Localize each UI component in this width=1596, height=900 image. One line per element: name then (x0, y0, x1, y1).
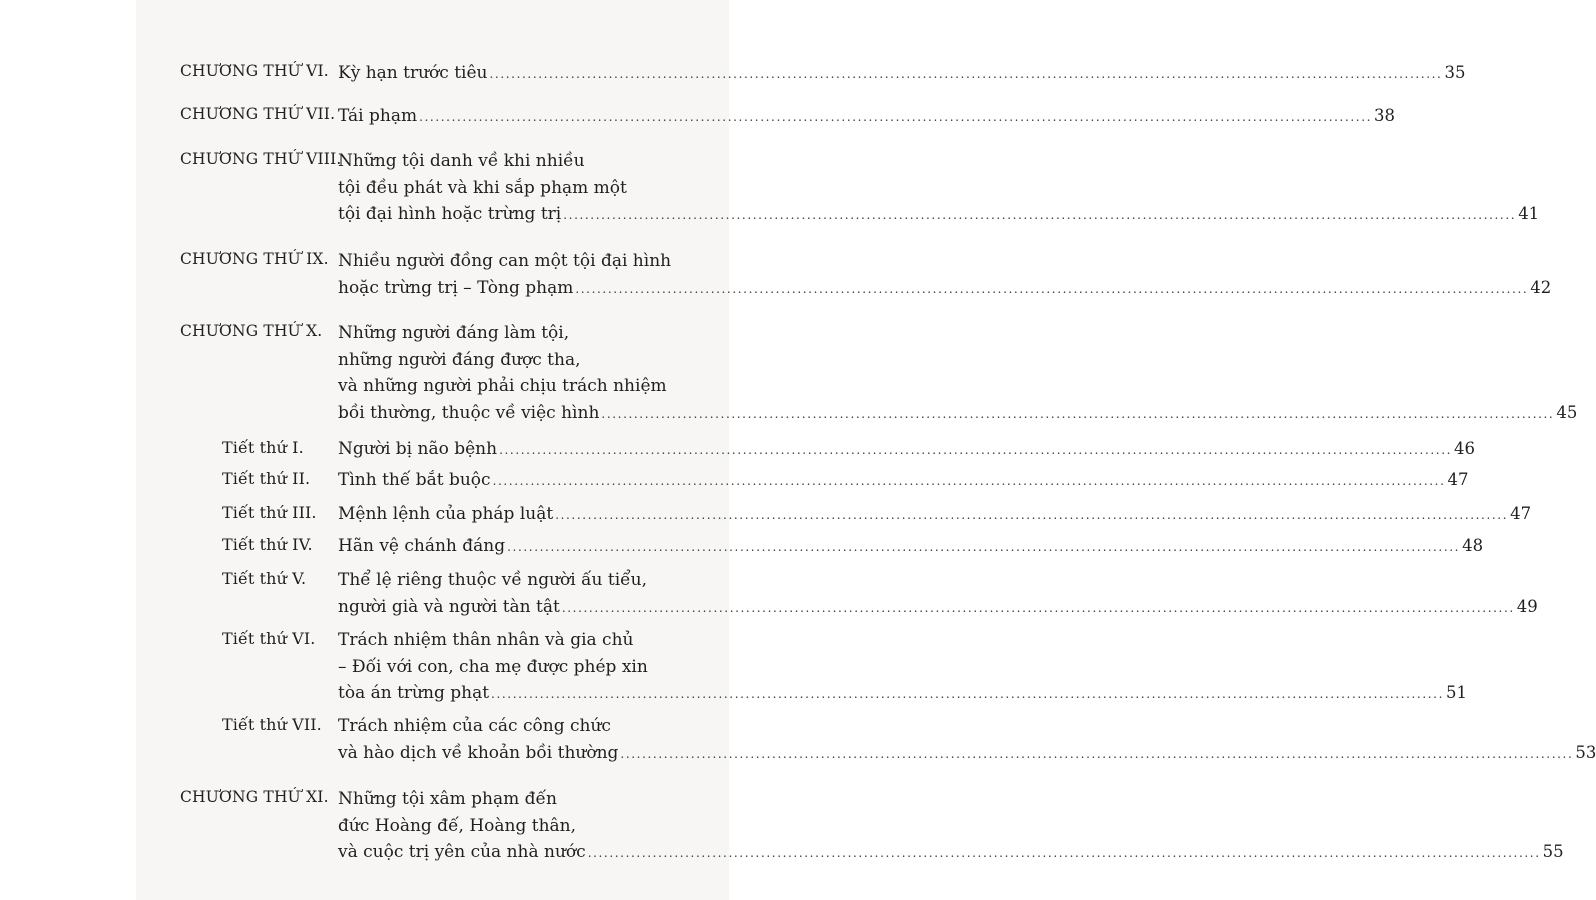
leader-dots: ................................................................................................................................................................................ (561, 600, 1515, 615)
toc-entry-line: hoặc trừng trị – Tòng phạm (338, 277, 574, 298)
toc-entry-title (338, 786, 1564, 866)
leader-dots: ................................................................................................................................................................................ (419, 110, 1373, 124)
toc-entry-title (338, 567, 1538, 620)
page-number: 51 (1446, 683, 1467, 702)
toc-entry-line: và những người phải chịu trách nhiệm (338, 376, 667, 396)
toc-entry-line: người già và người tàn tật (338, 596, 560, 617)
toc-entry-line: Những tội xâm phạm đến (338, 789, 557, 809)
toc-entry-label: Tiết thứ II. (222, 469, 311, 488)
toc-entry-line: Những tội danh về khi nhiều (338, 151, 585, 171)
toc-entry-line: Trách nhiệm thân nhân và gia chủ (338, 630, 634, 650)
toc-entry-line: Nhiều người đồng can một tội đại hình (338, 251, 672, 271)
toc-entry-title (338, 467, 1469, 494)
toc-entry-label: Tiết thứ I. (222, 438, 304, 457)
toc-entry-line: Tình thế bắt buộc (338, 470, 491, 490)
page-number: 53 (1575, 742, 1596, 762)
toc-entry-line: – Đối với con, cha mẹ được phép xin (338, 656, 648, 677)
toc-entry-line: Người bị não bệnh (338, 439, 498, 459)
toc-entry-line: và cuộc trị yên của nhà nước (338, 842, 586, 862)
leader-dots: ................................................................................................................................................................................ (601, 406, 1555, 421)
toc-entry-line: những người đáng được tha, (338, 349, 581, 370)
leader-dots: ................................................................................................................................................................................ (575, 281, 1529, 296)
page-number: 38 (1374, 106, 1396, 125)
toc-entry-label: Tiết thứ VII. (222, 715, 322, 734)
toc-entry-line: bồi thường, thuộc về việc hình (338, 402, 600, 423)
toc-entry-line: Kỳ hạn trước tiêu (338, 63, 488, 83)
toc-entry-label: Tiết thứ III. (222, 503, 317, 522)
toc-entry-line: tội đều phát và khi sắp phạm một (338, 177, 627, 198)
toc-entry-title (338, 501, 1532, 528)
toc-entry-title (338, 533, 1484, 560)
page-number: 42 (1530, 277, 1552, 297)
leader-dots: ................................................................................................................................................................................ (492, 474, 1446, 488)
leader-dots: ................................................................................................................................................................................ (507, 540, 1461, 554)
toc-entry-label: Tiết thứ IV. (222, 535, 313, 554)
toc-entry-title (338, 627, 1467, 707)
toc-entry-label: CHƯƠNG THỨ XI. (180, 788, 329, 806)
leader-dots: ................................................................................................................................................................................ (489, 67, 1443, 81)
toc-entry-label: Tiết thứ V. (222, 569, 307, 588)
page-number: 41 (1518, 204, 1540, 223)
toc-entry-title (338, 713, 1596, 766)
toc-entry-title (338, 60, 1466, 87)
page-number: 47 (1447, 470, 1469, 489)
page-number: 49 (1516, 596, 1538, 616)
page-number: 46 (1454, 439, 1476, 458)
leader-dots: ................................................................................................................................................................................ (491, 687, 1444, 701)
toc-entry-title (338, 320, 1578, 426)
toc-entry-label: CHƯƠNG THỨ IX. (180, 250, 329, 268)
page-number: 35 (1444, 63, 1466, 82)
leader-dots: ................................................................................................................................................................................ (620, 746, 1574, 761)
page-number: 45 (1556, 402, 1578, 422)
toc-entry-label: CHƯƠNG THỨ X. (180, 322, 323, 340)
page-number: 47 (1510, 504, 1532, 523)
leader-dots: ................................................................................................................................................................................ (555, 508, 1509, 522)
leader-dots: ................................................................................................................................................................................ (499, 443, 1453, 457)
toc-entry-line: đức Hoàng đế, Hoàng thân, (338, 815, 577, 836)
toc-entry-label: CHƯƠNG THỨ VI. (180, 62, 329, 80)
toc-entry-line: Mệnh lệnh của pháp luật (338, 504, 554, 524)
page-number: 55 (1542, 842, 1564, 861)
toc-entry-title (338, 248, 1552, 301)
toc-entry-line: Hãn vệ chánh đáng (338, 536, 506, 556)
leader-dots: ................................................................................................................................................................................ (587, 846, 1541, 860)
toc-entry-line: tội đại hình hoặc trừng trị (338, 204, 562, 224)
book-page (136, 0, 1596, 900)
toc-entry-line: Tái phạm (338, 106, 418, 126)
toc-entry-line: Trách nhiệm của các công chức (338, 716, 611, 736)
toc-entry-title (338, 436, 1476, 463)
leader-dots: ................................................................................................................................................................................ (563, 208, 1517, 222)
page-number: 48 (1462, 536, 1484, 555)
toc-entry-label: CHƯƠNG THỨ VIII. (180, 150, 342, 168)
toc-entry-label: Tiết thứ VI. (222, 629, 316, 648)
toc-entry-label: CHƯƠNG THỨ VII. (180, 105, 336, 123)
toc-entry-title (338, 103, 1396, 130)
toc-entry-line: và hào dịch về khoản bồi thường (338, 742, 619, 763)
toc-entry-line: tòa án trừng phạt (338, 683, 490, 703)
toc-entry-title (338, 148, 1540, 228)
toc-entry-line: Những người đáng làm tội, (338, 323, 570, 343)
toc-entry-line: Thể lệ riêng thuộc về người ấu tiểu, (338, 570, 647, 590)
